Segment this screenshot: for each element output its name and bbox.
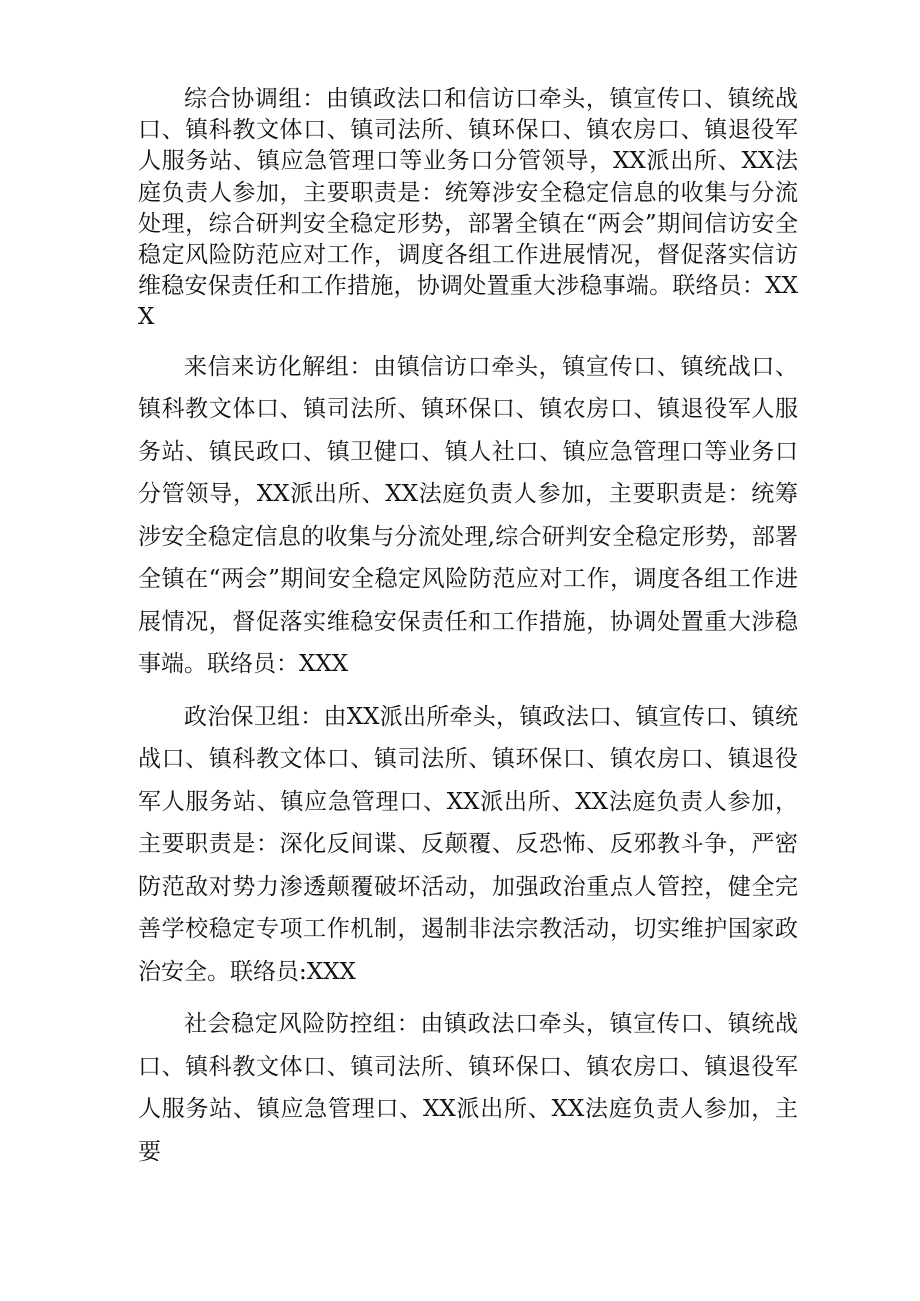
paragraph-political-security-group: 政治保卫组：由XX派出所牵头，镇政法口、镇宣传口、镇统战口、镇科教文体口、镇司法所、镇环保口、镇农房口、镇退役军人服务站、镇应急管理口、XX派出所、XX法庭负责人参加，主要职责是：深化反间谍、反颠覆、反恐怖、反邪教斗争，严密防范敌对势力渗透颠覆破坏活动，加强政治重点人管控，健全完善学校稳定专项工作机制，遏制非法宗教活动，切实维护国家政治安全。联络员:XXX xyxy=(138,703,798,985)
paragraph-social-stability-risk-group: 社会稳定风险防控组：由镇政法口牵头，镇宣传口、镇统战口、镇科教文体口、镇司法所、镇环保口、镇农房口、镇退役军人服务站、镇应急管理口、XX派出所、XX法庭负责人参加，主要 xyxy=(138,1011,798,1165)
paragraph-comprehensive-coordination-group: 综合协调组：由镇政法口和信访口牵头，镇宣传口、镇统战口、镇科教文体口、镇司法所、镇环保口、镇农房口、镇退役军人服务站、镇应急管理口等业务口分管领导，XX派出所、XX法庭负责人参加，主要职责是：统筹涉安全稳定信息的收集与分流处理，综合研判安全稳定形势，部署全镇在“两会”期间信访安全稳定风险防范应对工作，调度各组工作进展情况，督促落实信访维稳安保责任和工作措施，协调处置重大涉稳事端。联络员：XXX xyxy=(138,86,798,331)
document-page xyxy=(138,84,798,1183)
paragraph-petition-resolution-group: 来信来访化解组：由镇信访口牵头，镇宣传口、镇统战口、镇科教文体口、镇司法所、镇环保口、镇农房口、镇退役军人服务站、镇民政口、镇卫健口、镇人社口、镇应急管理口等业务口分管领导，XX派出所、XX法庭负责人参加，主要职责是：统筹涉安全稳定信息的收集与分流处理,综合研判安全稳定形势，部署全镇在“两会”期间安全稳定风险防范应对工作，调度各组工作进展情况，督促落实维稳安保责任和工作措施，协调处置重大涉稳事端。联络员：XXX xyxy=(138,353,798,678)
